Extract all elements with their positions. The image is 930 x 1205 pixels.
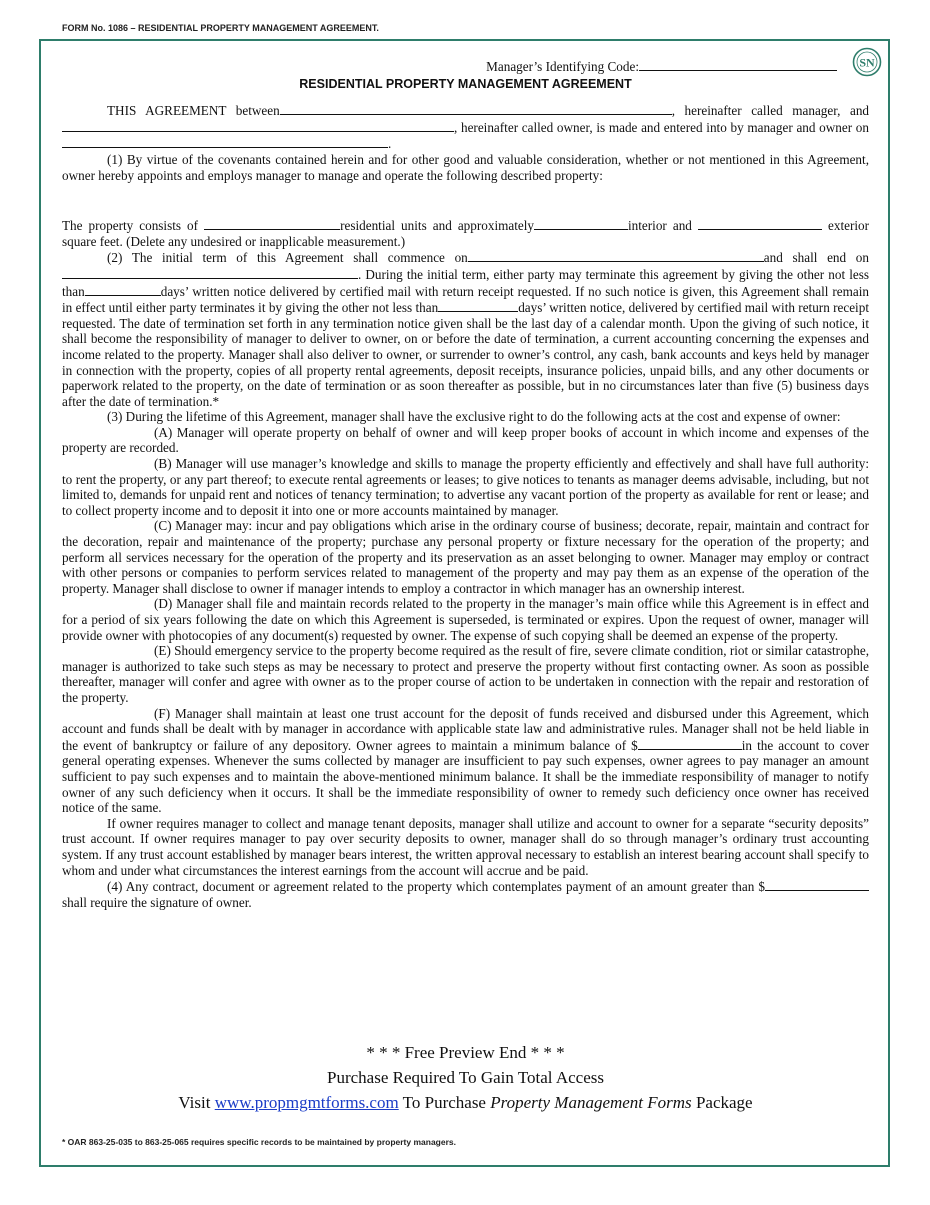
contract-amount-blank[interactable]: [765, 878, 869, 891]
paragraph-3b: (B) Manager will use manager’s knowledge and skills to manage the property efficiently and effectively and shall have full authority: to rent the property, or any part thereof; to execute rental agreements or leases; to give notices to tenants as manager deems advisable, including, but not limited to, demands for unpaid rent and notices of tenancy termination; to advertise any vacant portion of the property as available for rent or lease; and to collect property income and to deposit it into one or more accounts maintained by manager.: [62, 456, 869, 518]
paragraph-3d: (D) Manager shall file and maintain records related to the property in the manager’s main office while this Agreement is in effect and for a period of six years following the date on which this Agreement is superseded, is terminated or expires. Upon the request of owner, manager will provide owner with photocopies of any document(s) requested by owner. The expense of such copying shall be deemed an expense of the property.: [62, 596, 869, 643]
initial-notice-days-blank[interactable]: [85, 283, 161, 296]
paragraph-1: (1) By virtue of the covenants contained herein and for other good and valuable consideration, whether or not mentioned in this Agreement, owner hereby appoints and employs manager to manage and operate the following described property:: [62, 151, 869, 183]
paragraph-3f-deposits: If owner requires manager to collect and manage tenant deposits, manager shall utilize and account to owner for a separate “security deposits” trust account. If owner requires manager to pay over security deposits to owner, manager shall do so through manager’s ordinary trust accounting system. If any trust account established by manager bears interest, the written approval necessary to establish an interest bearing account shall specify to whom and under what circumstances the interest earnings from the account will accrue and be paid.: [62, 815, 869, 878]
purchase-link[interactable]: www.propmgmtforms.com: [214, 1093, 399, 1112]
property-units-line: The property consists of residential units and approximately interior and exterior square feet. (Delete any undesired or inapplicable measurement.): [62, 218, 870, 249]
paragraph-3: (3) During the lifetime of this Agreement, manager shall have the exclusive right to do the following acts at the cost and expense of owner:: [107, 409, 841, 425]
commence-date-blank[interactable]: [468, 249, 764, 262]
preview-notice: [62, 1040, 869, 1115]
form-number: FORM No. 1086 – RESIDENTIAL PROPERTY MANAGEMENT AGREEMENT.: [62, 23, 379, 33]
paragraph-3c: (C) Manager may: incur and pay obligations which arise in the ordinary course of business; decorate, repair, maintain and contract for the decoration, repair and maintenance of the property; purchase any personal property or fixture necessary for the operation of the property; and perform all services necessary for the operation of the property and its preservation as an asset belonging to owner. Manager may employ or contract with other persons or companies to perform services related to management of the property and may pay them as an expense of the operation of the property. Manager shall disclose to owner if manager intends to employ a contractor in which manager has an ownership interest.: [62, 518, 869, 596]
preview-end-text: * * * Free Preview End * * *: [366, 1043, 565, 1062]
property-description-space[interactable]: [62, 183, 869, 217]
agreement-body: [62, 58, 869, 910]
visit-line: Visit www.propmgmtforms.com To Purchase Property Management Forms Package: [178, 1093, 753, 1112]
manager-name-blank[interactable]: [280, 102, 672, 115]
interior-sqft-blank[interactable]: [534, 217, 628, 230]
paragraph-4: (4) Any contract, document or agreement related to the property which contemplates payment of an amount greater than $shall require the signature of owner.: [62, 878, 869, 910]
footnote: * OAR 863-25-035 to 863-25-065 requires specific records to be maintained by property managers.: [62, 1137, 456, 1147]
manager-code-blank[interactable]: [639, 58, 837, 71]
renewal-notice-days-blank[interactable]: [438, 299, 518, 312]
owner-name-blank[interactable]: [62, 119, 454, 132]
end-date-blank[interactable]: [62, 266, 358, 279]
paragraph-3a: (A) Manager will operate property on behalf of owner and will keep proper books of account in which income and expenses of the property are recorded.: [62, 424, 869, 456]
agreement-date-blank[interactable]: [62, 135, 388, 148]
paragraph-2: (2) The initial term of this Agreement shall commence on and shall end on . During the initial term, either party may terminate this agreement by giving the other not less than days’ written notice delivered by certified mail with return receipt requested. If no such notice is given, this Agreement shall remain in effect until either party terminates it by giving the other not less than days’ written notice, delivered by certified mail with return receipt requested. The date of termination set forth in any termination notice given shall be the last day of a calendar month. Upon the giving of such notice, it shall become the responsibility of manager to deliver to owner, on or before the date of termination, a current accounting concerning the expenses and income related to the property. Manager shall also deliver to owner, or surrender to owner’s control, any cash, bank accounts and keys held by manager in connection with the property, copies of all property rental agreements, deposit receipts, insurance policies, unpaid bills, and any other documents or paperwork related to the property, on the date of termination or as soon thereafter as possible, but in no circumstances later than five (5) business days after the date of termination.*: [62, 250, 869, 409]
purchase-required-text: Purchase Required To Gain Total Access: [327, 1068, 604, 1087]
exterior-sqft-blank[interactable]: [698, 217, 822, 230]
paragraph-3f: (F) Manager shall maintain at least one trust account for the deposit of funds received and disbursed under this Agreement, which account and funds shall be dealt with by manager in accordance with applicable state law and administrative rules. Manager shall not be held liable in the event of bankruptcy or failure of any depository. Owner agrees to maintain a minimum balance of $ in the account to cover general operating expenses. Whenever the sums collected by manager are insufficient to pay such expenses, owner agrees to pay manager an amount sufficient to pay such expenses and to maintain the above-mentioned minimum balance. It shall be the immediate responsibility of manager to notify owner of any such deficiency when it occurs. It shall be the immediate responsibility of owner to remedy such deficiency once owner has received notice of the same.: [62, 705, 869, 816]
document-title: RESIDENTIAL PROPERTY MANAGEMENT AGREEMENT: [299, 76, 632, 91]
intro-paragraph: THIS AGREEMENT between , hereinafter called manager, and, hereinafter called owner, is made and entered into by manager and owner on.: [62, 102, 869, 152]
units-blank[interactable]: [204, 217, 340, 230]
manager-code-line: Manager’s Identifying Code:: [62, 58, 869, 75]
minimum-balance-blank[interactable]: [638, 737, 742, 750]
svg-text:SN: SN: [859, 55, 875, 70]
paragraph-3e: (E) Should emergency service to the property become required as the result of fire, severe climate condition, riot or similar catastrophe, manager is authorized to take such steps as may be necessary to protect and preserve the property without first contacting owner. As soon as possible thereafter, manager will confer and agree with owner as to the proper course of action to be undertaken in connection with the repair and restoration of the property.: [62, 643, 869, 705]
